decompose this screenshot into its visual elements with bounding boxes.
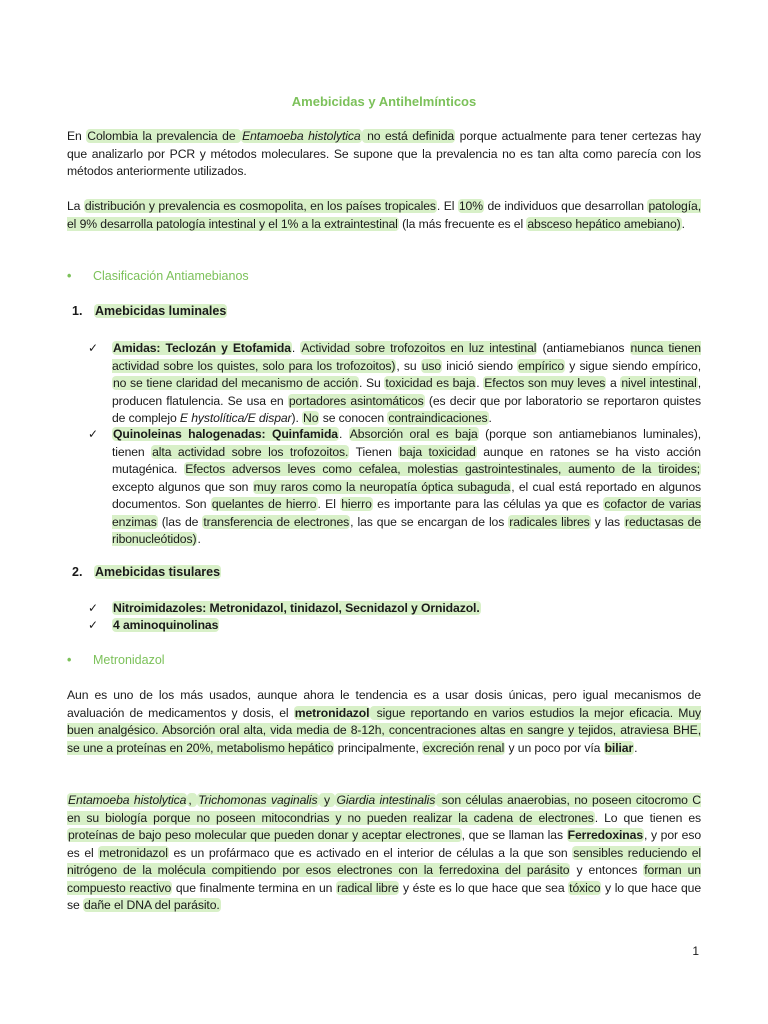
list-item-text <box>112 426 701 549</box>
text-run: y un poco por vía <box>505 740 604 755</box>
text-run: aunque en ratones se ha visto acción mutagénica. <box>112 444 701 476</box>
list-item-text <box>112 340 701 428</box>
paragraph-metronidazol-uso <box>67 687 701 757</box>
text-run: . <box>338 427 349 441</box>
text-run: (porque son antiamebianos luminales), tienen <box>112 427 702 459</box>
text-run: Aun es uno de los más usados, aunque ahora le tendencia es a usar dosis únicas, pero igual mecanismos de avaluación de medicamentos y dosis, el <box>67 688 701 720</box>
highlighted-text: quelantes de hierro <box>211 497 317 511</box>
text-run: . <box>681 216 685 231</box>
list-item-text: Nitroimidazoles: Metronidazol, tinidazol, Secnidazol y Ornidazol. <box>113 601 480 615</box>
highlighted-text: distribución y prevalencia es cosmopolita, en los países tropicales <box>84 199 436 213</box>
text-run: , su <box>396 358 421 373</box>
highlighted-text: hierro <box>341 497 372 511</box>
text-run: inició siendo <box>442 358 518 373</box>
text-run: Tienen <box>349 444 399 459</box>
section-label: Amebicidas tisulares <box>95 565 221 579</box>
heading-clasificacion <box>67 269 249 283</box>
text-run: , y por eso es el <box>67 828 701 860</box>
highlighted-text: metronidazol <box>99 845 168 860</box>
highlighted-text: Quinoleinas halogenadas: Quinfamida <box>113 427 338 441</box>
highlighted-text: Efectos son muy leves <box>484 376 606 390</box>
highlighted-text: radical libre <box>337 880 399 895</box>
highlighted-text: No <box>303 411 319 425</box>
text-run: excepto algunos que son <box>112 479 253 494</box>
highlighted-text: metronidazol <box>294 705 370 720</box>
highlighted-text: 10% <box>458 199 483 213</box>
highlighted-text: patología, el 9% desarrolla patología intestinal y el 1% a la extraintestinal <box>67 199 701 231</box>
section-label: Amebicidas luminales <box>95 304 227 318</box>
text-run: y las <box>590 514 625 529</box>
text-run: porque actualmente para tener certezas hay que analizarlo por PCR y métodos moleculares. Se supone que la prevalencia no es tan alta como parecía con los métodos anteriormente utilizados. <box>67 129 701 178</box>
text-run: , las que se encargan de los <box>350 514 509 529</box>
text-run: de individuos que desarrollan <box>483 199 648 213</box>
list-item-aminoquinolinas <box>88 617 701 635</box>
text-run: y entonces <box>570 863 644 877</box>
paragraph-distribution <box>67 198 701 233</box>
document-title: Amebicidas y Antihelmínticos <box>291 94 477 109</box>
text-run: (es decir que por laboratorio se reportaron quistes de complejo <box>112 393 701 425</box>
highlighted-text: proteínas de bajo peso molecular que pueden donar y aceptar electrones <box>68 828 461 842</box>
highlighted-text: no se tiene claridad del mecanismo de acción <box>113 376 358 390</box>
section-amebicidas-luminales <box>72 304 227 318</box>
list-item-amidas <box>88 340 701 428</box>
text-run: La <box>67 199 84 213</box>
text-run: principalmente, <box>334 740 423 755</box>
highlighted-text: no está definida <box>362 129 455 143</box>
bullet-icon: • <box>67 269 72 283</box>
highlighted-text: baja toxicidad <box>399 444 476 459</box>
list-item-nitroimidazoles <box>88 600 701 618</box>
text-run: . <box>197 532 201 546</box>
list-item-text: 4 aminoquinolinas <box>113 618 219 632</box>
highlighted-text: excreción renal <box>423 740 505 755</box>
highlighted-text: alta actividad sobre los trofozoitos. <box>152 444 349 459</box>
heading-text: Metronidazol <box>93 653 165 667</box>
highlighted-text: Trichomonas vaginalis <box>198 793 318 807</box>
text-run: es importante para las células ya que es <box>372 497 604 511</box>
paragraph-mecanismo <box>67 792 701 915</box>
highlighted-text: Actividad sobre trofozoitos en luz intestinal <box>301 341 537 355</box>
text-run: , que se llaman las <box>461 828 567 842</box>
text-run: (la más frecuente es el <box>398 216 527 231</box>
text-run: que finalmente termina en un <box>172 880 336 895</box>
text-run: . <box>488 411 492 425</box>
text-run: y lo que hace que se <box>67 880 701 912</box>
section-number: 1. <box>72 304 83 318</box>
highlighted-text: , <box>188 793 197 807</box>
text-run: (antiamebianos <box>537 341 630 355</box>
highlighted-text: radicales libres <box>509 514 590 529</box>
highlighted-text: son células anaerobias, no poseen citocromo C en su biología porque no poseen mitocondrias y no pueden realizar la cadena de electrones <box>67 793 701 825</box>
text-run: E hystolítica/E dispar <box>179 411 292 425</box>
text-run: . Lo que tienen es <box>594 810 701 825</box>
highlighted-text: Efectos adversos leves como cefalea, molestias gastrointestinales, aumento de la tiroides; <box>185 462 700 476</box>
text-run: ). <box>291 411 303 425</box>
checkmark-icon: ✓ <box>88 601 99 615</box>
text-run: (las de <box>157 514 203 529</box>
highlighted-text: Entamoeba histolytica <box>242 129 361 143</box>
text-run: . <box>476 376 484 390</box>
highlighted-text: biliar <box>604 740 634 755</box>
text-run: . <box>634 740 638 755</box>
checkmark-icon: ✓ <box>88 427 99 441</box>
section-amebicidas-tisulares <box>72 565 221 579</box>
highlighted-text: tóxico <box>569 880 601 895</box>
highlighted-text: sensibles reduciendo el nitrógeno de la molécula compitiendo por esos electrones con la ferredoxina del parásito <box>67 845 701 877</box>
highlighted-text: Amidas: Teclozán y Etofamida <box>113 341 291 355</box>
highlighted-text: dañe el DNA del parásito. <box>83 898 220 912</box>
highlighted-text: Colombia la prevalencia de <box>87 129 241 143</box>
paragraph-prevalence <box>67 128 701 181</box>
text-run: . <box>291 341 301 355</box>
text-run: , producen flatulencia. Se usa en <box>112 376 701 408</box>
highlighted-text: contraindicaciones <box>388 411 488 425</box>
highlighted-text: muy raros como la neuropatía óptica subaguda <box>253 479 511 494</box>
checkmark-icon: ✓ <box>88 341 99 355</box>
highlighted-text: cofactor de varias enzimas <box>112 497 701 529</box>
highlighted-text: Absorción oral es baja <box>349 427 478 441</box>
highlighted-text: y <box>319 793 335 807</box>
highlighted-text: empírico <box>518 358 565 373</box>
highlighted-text: reductasas de ribonucleótidos) <box>112 514 702 546</box>
text-run: se conocen <box>319 411 388 425</box>
highlighted-text: Ferredoxinas <box>567 828 643 842</box>
highlighted-text: Giardia intestinalis <box>336 793 436 807</box>
bullet-icon: • <box>67 653 72 667</box>
highlighted-text: absceso hepático amebiano) <box>527 216 681 231</box>
page-number: 1 <box>692 944 699 958</box>
highlighted-text: sigue reportando en varios estudios la mejor eficacia. Muy buen analgésico. Absorción oral alta, vida media de 8-12h, concentraciones altas en sangre y tejidos, atraviesa BHE, se une a proteínas en 20%, metabolismo hepático <box>67 705 701 755</box>
highlighted-text: portadores asintomáticos <box>288 393 424 408</box>
highlighted-text: nivel intestinal <box>621 376 697 390</box>
text-run: , el cual está reportado en algunos documentos. Son <box>112 479 701 511</box>
heading-metronidazol <box>67 653 165 667</box>
text-run: y éste es lo que hace que sea <box>399 880 569 895</box>
checkmark-icon: ✓ <box>88 618 99 632</box>
highlighted-text: toxicidad es baja <box>385 376 476 390</box>
highlighted-text: uso <box>421 358 442 373</box>
text-run: . El <box>436 199 458 213</box>
section-number: 2. <box>72 565 83 579</box>
text-run: a <box>606 376 621 390</box>
list-item-quinoleinas <box>88 426 701 549</box>
highlighted-text: Entamoeba histolytica <box>68 793 187 807</box>
text-run: y sigue siendo empírico, <box>565 358 701 373</box>
highlighted-text: forman un compuesto reactivo <box>67 863 701 895</box>
text-run: En <box>67 129 87 143</box>
highlighted-text: transferencia de electrones <box>203 514 350 529</box>
text-run: es un profármaco que es activado en el interior de células a la que son <box>168 845 573 860</box>
text-run: . Su <box>359 376 385 390</box>
highlighted-text: nunca tienen actividad sobre los quistes, solo para los trofozoitos) <box>112 341 701 373</box>
heading-text: Clasificación Antiamebianos <box>93 269 249 283</box>
text-run: . El <box>317 497 341 511</box>
